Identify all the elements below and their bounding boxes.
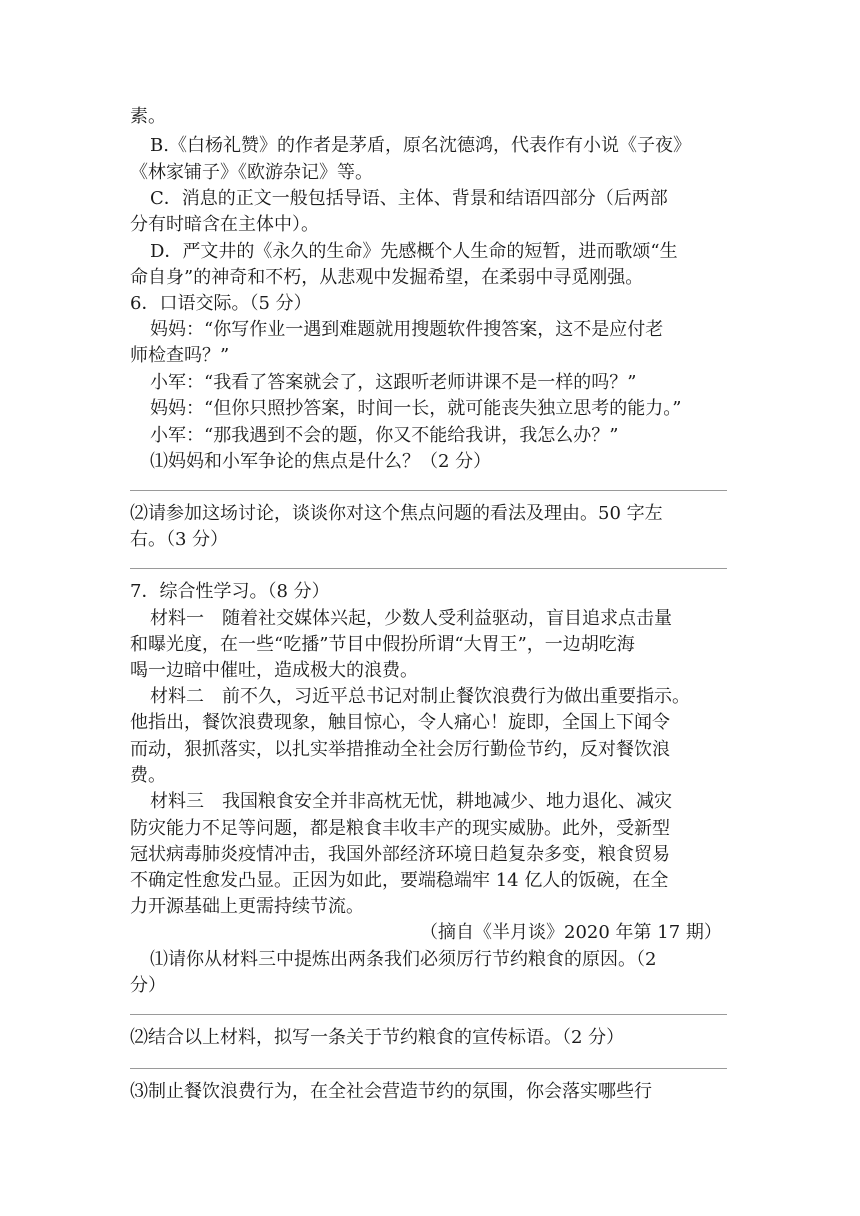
- dialogue-line: 妈妈：“你写作业一遇到难题就用搜题软件搜答案，这不是应付老: [150, 319, 664, 340]
- material-3-line-4: 不确定性愈发凸显。正因为如此，要端稳端牢 14 亿人的饭碗，在全: [130, 870, 669, 891]
- material-1-line-3: 喝一边暗中催吐，造成极大的浪费。: [130, 660, 418, 681]
- question-7-3-line-1: ⑶制止餐饮浪费行为，在全社会营造节约的氛围，你会落实哪些行: [130, 1081, 652, 1102]
- question-7-1-line-2: 分）: [130, 975, 166, 996]
- material-3-line-5: 力开源基础上更需持续节流。: [130, 896, 364, 917]
- option-c-line-1: C．消息的正文一般包括导语、主体、背景和结语四部分（后两部: [150, 188, 668, 209]
- dialogue-line: 师检查吗？”: [130, 345, 230, 366]
- question-7-1-line-1: ⑴请你从材料三中提炼出两条我们必须厉行节约粮食的原因。（2: [150, 949, 657, 970]
- answer-line[interactable]: [130, 1014, 727, 1015]
- question-7-2: ⑵结合以上材料，拟写一条关于节约粮食的宣传标语。（2 分）: [130, 1027, 625, 1048]
- dialogue-line: 小军：“我看了答案就会了，这跟听老师讲课不是一样的吗？”: [150, 372, 637, 393]
- material-2-line-3: 而动，狠抓落实，以扎实举措推动全社会厉行勤俭节约，反对餐饮浪: [130, 739, 670, 760]
- option-b-line-1: B.《白杨礼赞》的作者是茅盾，原名沈德鸿，代表作有小说《子夜》: [150, 135, 691, 156]
- dialogue-line: 小军：“那我遇到不会的题，你又不能给我讲，我怎么办？”: [150, 425, 619, 446]
- material-1-line-1: 材料一 随着社交媒体兴起，少数人受利益驱动，盲目追求点击量: [150, 608, 672, 629]
- dialogue-line: 妈妈：“但你只照抄答案，时间一长，就可能丧失独立思考的能力。”: [150, 398, 682, 419]
- source-citation: （摘自《半月谈》2020 年第 17 期）: [420, 922, 722, 943]
- answer-line[interactable]: [130, 1068, 727, 1069]
- question-6-heading: 6．口语交际。（5 分）: [130, 293, 312, 314]
- answer-line[interactable]: [130, 490, 727, 491]
- material-1-line-2: 和曝光度，在一些“吃播”节目中假扮所谓“大胃王”，一边胡吃海: [130, 634, 635, 655]
- question-6-2-line-2: 右。（3 分）: [130, 529, 229, 550]
- option-b-line-2: 《林家铺子》《欧游杂记》等。: [130, 162, 373, 183]
- answer-line[interactable]: [130, 568, 727, 569]
- material-2-line-1: 材料二 前不久，习近平总书记对制止餐饮浪费行为做出重要指示。: [150, 686, 690, 707]
- material-3-line-3: 冠状病毒肺炎疫情冲击，我国外部经济环境日趋复杂多变，粮食贸易: [130, 844, 670, 865]
- material-3-line-2: 防灾能力不足等问题，都是粮食丰收丰产的现实威胁。此外，受新型: [130, 818, 670, 839]
- option-d-line-2: 命自身”的神奇和不朽，从悲观中发掘希望，在柔弱中寻觅刚强。: [130, 267, 644, 288]
- question-6-1: ⑴妈妈和小军争论的焦点是什么？（2 分）: [150, 451, 492, 472]
- text-line: 素。: [130, 106, 166, 127]
- material-2-line-2: 他指出，餐饮浪费现象，触目惊心，令人痛心！旋即，全国上下闻令: [130, 712, 670, 733]
- option-d-line-1: D．严文井的《永久的生命》先感概个人生命的短暂，进而歌颂“生: [150, 241, 678, 262]
- material-2-line-4: 费。: [130, 765, 166, 786]
- question-7-heading: 7．综合性学习。（8 分）: [130, 581, 330, 602]
- question-6-2-line-1: ⑵请参加这场讨论，谈谈你对这个焦点问题的看法及理由。50 字左: [130, 503, 663, 524]
- option-c-line-2: 分有时暗含在主体中）。: [130, 214, 319, 235]
- material-3-line-1: 材料三 我国粮食安全并非高枕无忧，耕地减少、地力退化、减灾: [150, 791, 672, 812]
